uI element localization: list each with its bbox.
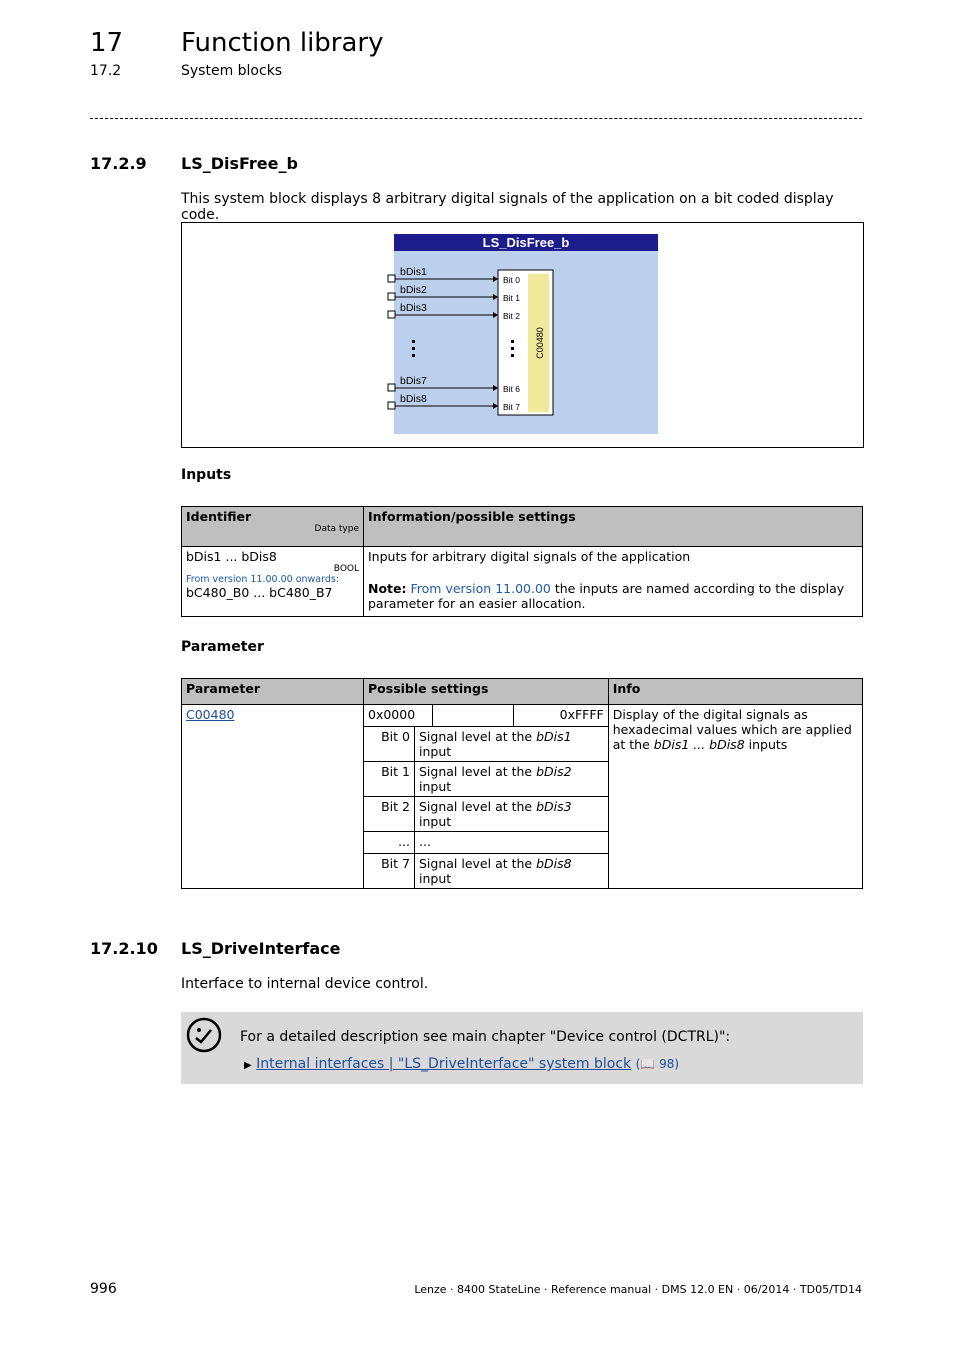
note-text: For a detailed description see main chapter "Device control (DCTRL)": bbox=[240, 1029, 731, 1045]
datatype-value: BOOL bbox=[333, 564, 359, 574]
info-cell: Display of the digital signals as hexadecimal values which are applied at the bDis1 ... bDis8 inputs bbox=[608, 705, 862, 889]
block-title: LS_DisFree_b bbox=[482, 235, 570, 250]
inputs-table bbox=[181, 506, 863, 617]
subsection-number: 17.2.10 bbox=[90, 939, 158, 958]
chapter-number: 17 bbox=[90, 28, 124, 58]
input-label: bDis2 bbox=[400, 284, 427, 296]
bit-cell: ... bbox=[364, 832, 415, 854]
subsection-title: LS_DriveInterface bbox=[181, 939, 341, 958]
param-code-cell bbox=[182, 705, 364, 889]
header-divider bbox=[90, 118, 862, 119]
block-diagram bbox=[181, 222, 864, 448]
note-box bbox=[181, 1012, 863, 1084]
bit-cell: Bit 0 bbox=[364, 727, 415, 762]
note-link-row bbox=[244, 1056, 679, 1072]
drive-interface-link[interactable]: Internal interfaces | "LS_DriveInterface" system block bbox=[256, 1056, 632, 1072]
bit-label: Bit 1 bbox=[503, 293, 521, 303]
bit-label: Bit 7 bbox=[503, 402, 521, 412]
datatype-subheader: Data type bbox=[314, 524, 359, 534]
bit-desc: Signal level at the bDis1 input bbox=[415, 727, 609, 762]
chapter-title: Function library bbox=[181, 28, 384, 58]
intro-text: This system block displays 8 arbitrary digital signals of the application on a bit coded display code. bbox=[181, 191, 834, 223]
book-icon: 📖 bbox=[640, 1057, 656, 1071]
section-number: 17.2 bbox=[90, 63, 122, 79]
bit-label: Bit 0 bbox=[503, 275, 521, 285]
bit-cell: Bit 7 bbox=[364, 854, 415, 889]
inputs-heading: Inputs bbox=[181, 467, 232, 483]
section-title: System blocks bbox=[181, 63, 283, 79]
code-label: C00480 bbox=[535, 327, 545, 359]
min-value: 0x0000 bbox=[364, 705, 433, 727]
info-cell: Inputs for arbitrary digital signals of the application Note: From version 11.00.00 the inputs are named according to the display parameter for an easier allocation. bbox=[364, 547, 863, 617]
identifier-cell: bDis1 ... bDis8 BOOL From version 11.00.00 onwards: bC480_B0 ... bC480_B7 bbox=[182, 547, 364, 617]
intro-text: Interface to internal device control. bbox=[181, 976, 429, 992]
range-spacer bbox=[432, 705, 513, 727]
note-label: Note: bbox=[368, 581, 407, 596]
bit-desc: Signal level at the bDis8 input bbox=[415, 854, 609, 889]
bit-label: Bit 6 bbox=[503, 384, 521, 394]
input-label: bDis1 bbox=[400, 266, 427, 278]
diagram-svg bbox=[182, 223, 863, 447]
page-number: 996 bbox=[90, 1281, 117, 1297]
doc-info: Lenze · 8400 StateLine · Reference manual · DMS 12.0 EN · 06/2014 · TD05/TD14 bbox=[414, 1283, 862, 1296]
info-header: Info bbox=[608, 679, 862, 705]
bit-label: Bit 2 bbox=[503, 311, 521, 321]
subsection-number: 17.2.9 bbox=[90, 154, 147, 173]
triangle-right-icon: ▶ bbox=[244, 1060, 252, 1071]
version-note: From version 11.00.00 onwards: bbox=[186, 574, 340, 585]
parameter-table bbox=[181, 678, 863, 889]
bit-desc: Signal level at the bDis3 input bbox=[415, 797, 609, 832]
hint-icon bbox=[185, 1016, 223, 1054]
input-label: bDis3 bbox=[400, 302, 427, 314]
param-link[interactable]: C00480 bbox=[186, 707, 235, 722]
page-ref[interactable]: (📖 98) bbox=[635, 1057, 680, 1071]
bit-cell: Bit 1 bbox=[364, 762, 415, 797]
bit-desc: Signal level at the bDis2 input bbox=[415, 762, 609, 797]
input-label: bDis7 bbox=[400, 375, 427, 387]
identifier-header: Identifier Data type bbox=[182, 507, 364, 547]
bit-cell: Bit 2 bbox=[364, 797, 415, 832]
info-header: Information/possible settings bbox=[364, 507, 863, 547]
parameter-heading: Parameter bbox=[181, 639, 264, 655]
param-header: Parameter bbox=[182, 679, 364, 705]
input-label: bDis8 bbox=[400, 393, 427, 405]
identifier-new: bC480_B0 ... bC480_B7 bbox=[186, 585, 333, 600]
version-link[interactable]: From version 11.00.00 bbox=[410, 581, 551, 596]
max-value: 0xFFFF bbox=[513, 705, 608, 727]
settings-header: Possible settings bbox=[364, 679, 609, 705]
bit-desc: ... bbox=[415, 832, 609, 854]
subsection-title: LS_DisFree_b bbox=[181, 154, 298, 173]
